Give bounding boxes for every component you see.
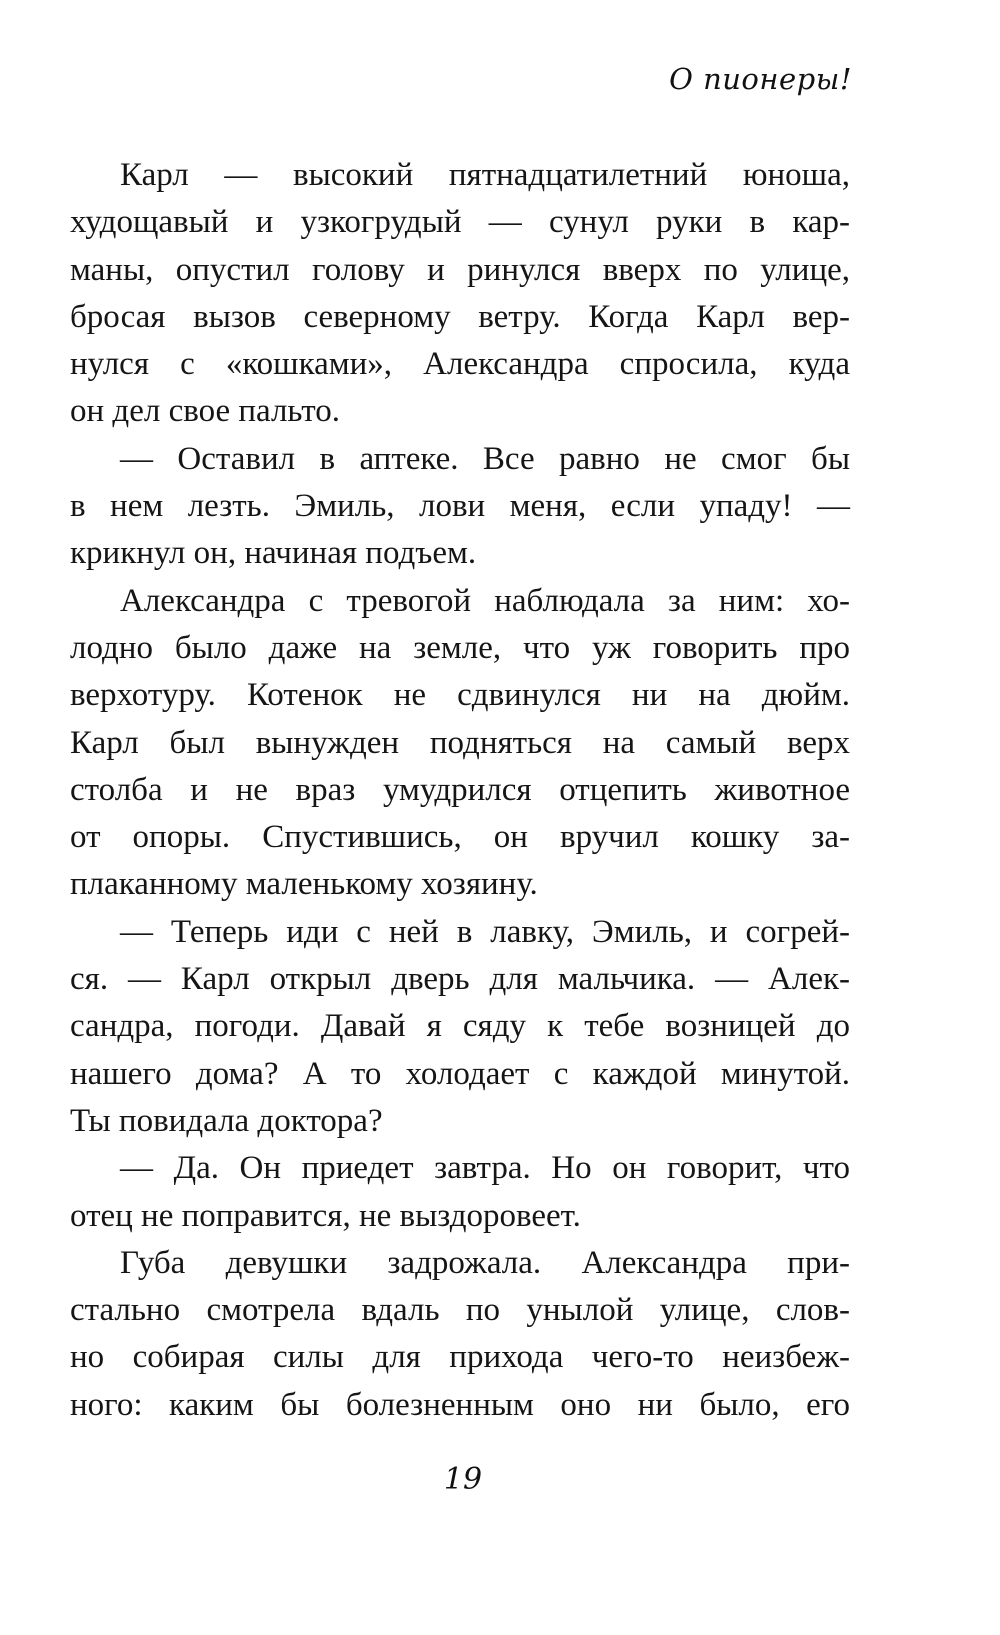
- text-line: лодно было даже на земле, что уж говорить про: [70, 629, 850, 666]
- text-line: Ты повидала доктора?: [70, 1102, 383, 1139]
- text-line: Александра с тревогой наблюдала за ним: хо-: [120, 582, 850, 619]
- text-line: нашего дома? А то холодает с каждой минутой.: [70, 1055, 850, 1092]
- text-line: сандра, погоди. Давай я сяду к тебе возницей до: [70, 1008, 850, 1045]
- text-line: от опоры. Спустившись, он вручил кошку за-: [70, 819, 850, 856]
- text-line: верхотуру. Котенок не сдвинулся ни на дюйм.: [70, 677, 850, 714]
- text-line: Карл — высокий пятнадцатилетний юноша,: [120, 157, 850, 193]
- text-line: он дел свое пальто.: [70, 393, 340, 430]
- text-line: бросая вызов северному ветру. Когда Карл вер-: [70, 298, 850, 335]
- text-line: нулся с «кошками», Александра спросила, куда: [70, 346, 850, 383]
- text-line: маны, опустил голову и ринулся вверх по улице,: [70, 251, 850, 288]
- text-line: ного: каким бы болезненным оно ни было, его: [70, 1386, 850, 1423]
- text-line: стально смотрела вдаль по унылой улице, слов-: [70, 1292, 850, 1329]
- text-line: в нем лезть. Эмиль, лови меня, если упаду! —: [70, 488, 850, 525]
- text-line: плаканному маленькому хозяину.: [70, 866, 538, 903]
- text-line: худощавый и узкогрудый — сунул руки в кар-: [70, 204, 850, 241]
- body-text: [70, 152, 850, 1429]
- text-line: столба и не враз умудрился отцепить животное: [70, 771, 850, 808]
- running-header-title: О пионеры!: [669, 62, 852, 96]
- text-line: крикнул он, начиная подъем.: [70, 535, 477, 572]
- text-line: — Оставил в аптеке. Все равно не смог бы: [120, 440, 850, 477]
- text-line: Губа девушки задрожала. Александра при-: [120, 1244, 850, 1281]
- text-line: но собирая силы для прихода чего-то неизбеж-: [70, 1339, 850, 1376]
- text-line: — Да. Он приедет завтра. Но он говорит, что: [120, 1150, 850, 1187]
- text-line: отец не поправится, не выздоровеет.: [70, 1197, 581, 1234]
- text-line: ся. — Карл открыл дверь для мальчика. — Алек-: [70, 961, 850, 998]
- page-number: 19: [443, 1462, 483, 1497]
- text-line: Карл был вынужден подняться на самый верх: [70, 724, 850, 761]
- text-line: — Теперь иди с ней в лавку, Эмиль, и согрей-: [120, 913, 850, 950]
